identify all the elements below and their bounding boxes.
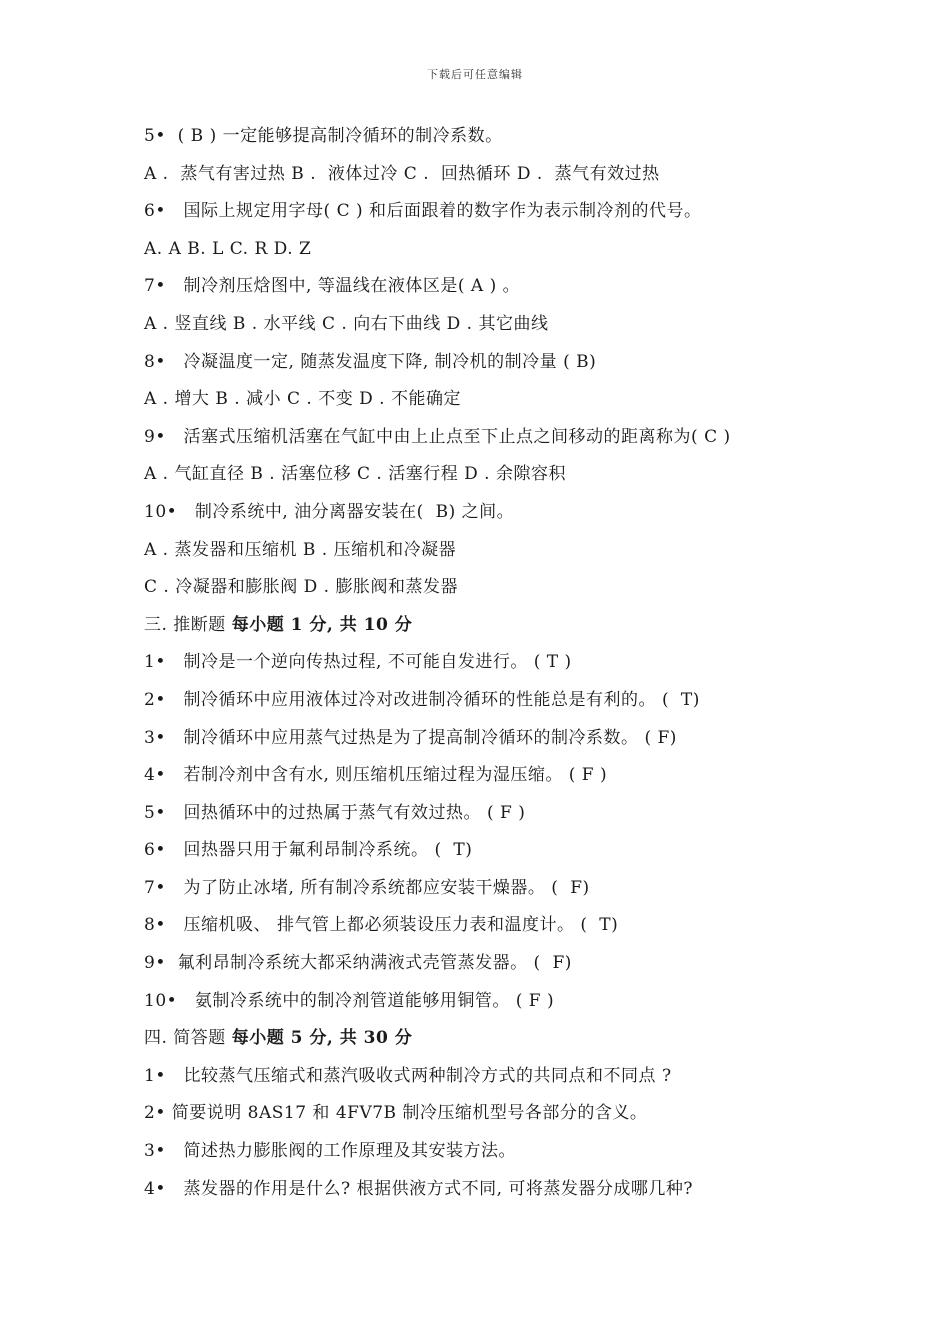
- question-9-options: A . 气缸直径 B . 活塞位移 C . 活塞行程 D . 余隙容积: [144, 464, 566, 485]
- question-7: 7• 制冷剂压焓图中, 等温线在液体区是( A ) 。: [144, 276, 521, 297]
- question-8: 8• 冷凝温度一定, 随蒸发温度下降, 制冷机的制冷量 ( B): [144, 351, 597, 372]
- judgment-item-7: 7• 为了防止冰堵, 所有制冷系统都应安装干燥器。 ( F): [144, 877, 590, 898]
- judgment-item-5: 5• 回热循环中的过热属于蒸气有效过热。 ( F ): [144, 802, 526, 823]
- judgment-item-1: 1• 制冷是一个逆向传热过程, 不可能自发进行。 ( T ): [144, 652, 572, 673]
- judgment-item-9: 9• 氟利昂制冷系统大都采纳满液式壳管蒸发器。 ( F): [144, 953, 572, 974]
- section-3-title: [144, 607, 884, 645]
- section-3-label: 三. 推断题: [144, 614, 232, 635]
- short-answer-4: 4• 蒸发器的作用是什么? 根据供液方式不同, 可将蒸发器分成哪几种?: [144, 1178, 693, 1199]
- section-3-scoring: 每小题 1 分, 共 10 分: [231, 614, 413, 635]
- document-body: [144, 118, 884, 1208]
- section-4-title: [144, 1020, 884, 1058]
- question-5: 5• ( B ) 一定能够提高制冷循环的制冷系数。: [144, 126, 503, 146]
- question-6: 6• 国际上规定用字母( C ) 和后面跟着的数字作为表示制冷剂的代号。: [144, 201, 702, 222]
- question-10-options-cd: C . 冷凝器和膨胀阀 D . 膨胀阀和蒸发器: [144, 577, 458, 598]
- judgment-item-8: 8• 压缩机吸、 排气管上都必须装设压力表和温度计。 ( T): [144, 915, 619, 936]
- judgment-item-3: 3• 制冷循环中应用蒸气过热是为了提高制冷循环的制冷系数。 ( F): [144, 727, 677, 748]
- short-answer-3: 3• 简述热力膨胀阀的工作原理及其安装方法。: [144, 1141, 517, 1162]
- short-answer-2: 2• 简要说明 8AS17 和 4FV7B 制冷压缩机型号各部分的含义。: [144, 1103, 648, 1124]
- section-4-label: 四. 简答题: [144, 1028, 232, 1049]
- question-9: 9• 活塞式压缩机活塞在气缸中由上止点至下止点之间移动的距离称为( C ): [144, 426, 731, 447]
- judgment-item-2: 2• 制冷循环中应用液体过冷对改进制冷循环的性能总是有利的。 ( T): [144, 689, 700, 710]
- short-answer-1: 1• 比较蒸气压缩式和蒸汽吸收式两种制冷方式的共同点和不同点 ?: [144, 1065, 672, 1086]
- question-10: 10• 制冷系统中, 油分离器安装在( B) 之间。: [144, 501, 515, 522]
- section-4-scoring: 每小题 5 分, 共 30 分: [231, 1028, 413, 1049]
- judgment-item-10: 10• 氨制冷系统中的制冷剂管道能够用铜管。 ( F ): [144, 990, 555, 1011]
- judgment-item-6: 6• 回热器只用于氟利昂制冷系统。 ( T): [144, 840, 473, 861]
- question-5-options: A . 蒸气有害过热 B . 液体过冷 C . 回热循环 D . 蒸气有效过热: [144, 163, 660, 184]
- question-8-options: A . 增大 B . 减小 C . 不变 D . 不能确定: [144, 389, 461, 410]
- header-note: 下载后可任意编辑: [427, 68, 523, 81]
- question-6-options: A. A B. L C. R D. Z: [144, 238, 312, 259]
- question-10-options-ab: A . 蒸发器和压缩机 B . 压缩机和冷凝器: [144, 539, 457, 560]
- judgment-item-4: 4• 若制冷剂中含有水, 则压缩机压缩过程为湿压缩。 ( F ): [144, 765, 608, 786]
- question-7-options: A . 竖直线 B . 水平线 C . 向右下曲线 D . 其它曲线: [144, 313, 549, 334]
